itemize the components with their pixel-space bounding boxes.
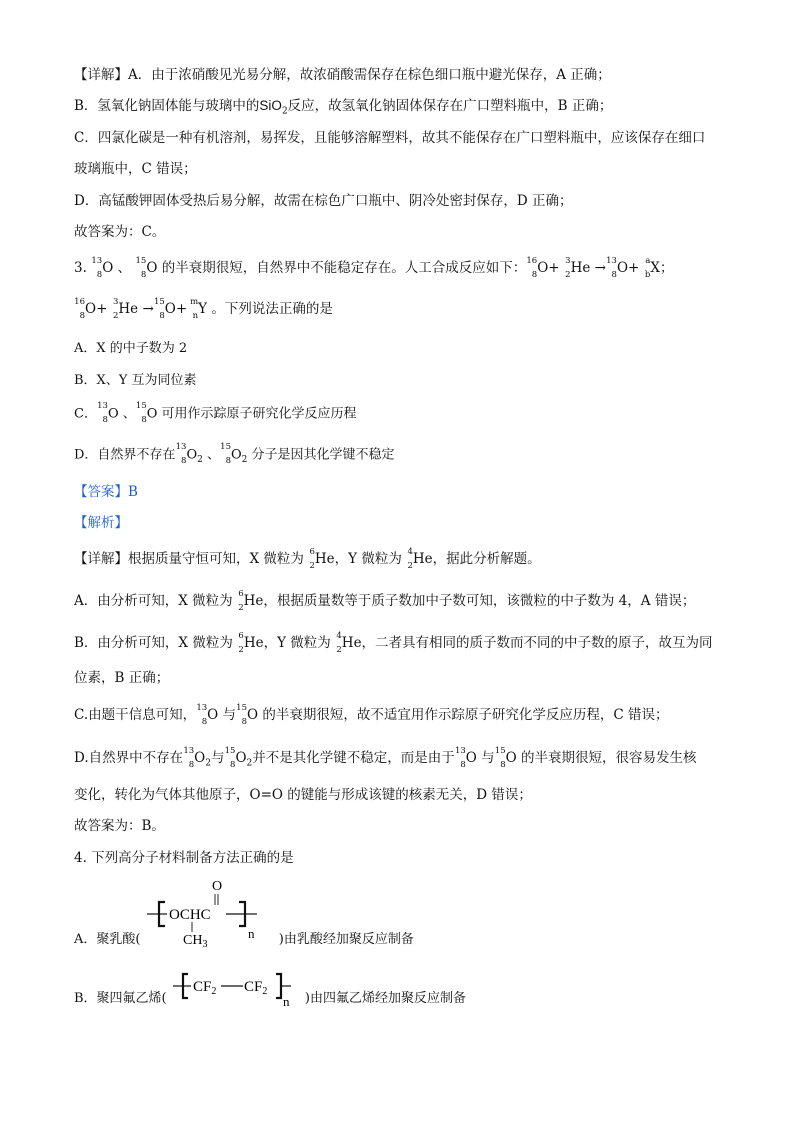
- text: B．氢氧化钠固体能与玻璃中的: [74, 98, 260, 114]
- text: He，据此分析解题。: [412, 551, 541, 567]
- text: O+: [85, 301, 108, 317]
- text: Y 。下列说法正确的是: [198, 301, 333, 317]
- nuclide: 15 8: [135, 255, 147, 280]
- detail-b-line-1: [74, 630, 713, 655]
- text: O 与: [465, 750, 495, 766]
- nuclide: 3 2: [565, 255, 571, 280]
- text: )由四氟乙烯经加聚反应制备: [304, 990, 466, 1006]
- question-4: [74, 849, 294, 867]
- text: X；: [650, 260, 674, 276]
- nuclide: 13 8: [175, 442, 187, 466]
- text: O 可用作示踪原子研究化学反应历程: [146, 406, 357, 422]
- text: 、: [202, 447, 220, 463]
- pla-backbone-text: OCHC: [168, 907, 211, 923]
- subscript: 2: [281, 106, 288, 117]
- methyl-group: $CH_3$: [182, 933, 208, 948]
- text: He，Y 微粒为: [243, 635, 331, 651]
- nuclide: 6 2: [238, 588, 244, 613]
- text: 【解析】: [74, 515, 128, 531]
- detail-intro: [74, 546, 541, 571]
- question-number: 3.: [74, 260, 87, 276]
- subscript: 2: [197, 455, 203, 466]
- detail-line-4: [74, 160, 197, 178]
- option-a: [74, 340, 187, 358]
- text: A．由分析可知，X 微粒为: [74, 593, 233, 609]
- detail-d-line-1: [74, 745, 697, 773]
- repeat-n: n: [247, 926, 255, 941]
- text: C．: [74, 406, 97, 422]
- analysis-label: [74, 514, 128, 532]
- nuclide: 13 8: [183, 745, 195, 770]
- subscript: 2: [205, 758, 211, 769]
- text: O: [194, 750, 206, 766]
- nuclide: 16 8: [526, 255, 538, 280]
- text: C．四氯化碳是一种有机溶剂，易挥发，且能够溶解塑料，故其不能保存在广口塑料瓶中，应该保存在细口: [74, 130, 706, 146]
- nuclide: a b: [644, 255, 651, 280]
- text: 并不是其化学键不稳定，而是由于: [252, 750, 455, 766]
- nuclide: 6 2: [309, 546, 315, 571]
- option-c: [74, 401, 357, 425]
- nuclide: 15 8: [494, 745, 506, 770]
- text: B．X、Y 互为同位素: [74, 373, 197, 388]
- text: 反应，故氢氧化钠固体保存在广口塑料瓶中，B 正确；: [287, 98, 613, 114]
- detail-a: [74, 588, 696, 613]
- nuclide: 13 8: [97, 401, 108, 425]
- text: O+: [537, 260, 560, 276]
- detail-line-2: [74, 97, 612, 121]
- question-3-line-2: [74, 296, 333, 321]
- text: O: [230, 447, 242, 463]
- text: 故答案为：B。: [74, 818, 165, 834]
- answer-label: [74, 483, 138, 501]
- cf2-group-2: $CF_2$: [243, 979, 268, 997]
- text: O 的半衰期很短，自然界中不能稳定存在。人工合成反应如下：: [146, 260, 527, 276]
- nuclide: 13 8: [91, 255, 103, 280]
- text: O 、: [107, 406, 136, 422]
- option-b: [74, 372, 197, 390]
- text: 玻璃瓶中，C 错误；: [74, 161, 197, 177]
- pla-structure-svg: [145, 878, 275, 948]
- text: O 的半衰期很短，故不适宜用作示踪原子研究化学反应历程，C 错误；: [247, 707, 669, 723]
- right-bracket: [276, 974, 281, 998]
- text: He，二者具有相同的质子数而不同的中子数的原子，故互为同: [341, 635, 713, 651]
- text: )由乳酸经加聚反应制备: [278, 931, 414, 947]
- text: 故答案为：C。: [74, 224, 166, 240]
- nuclide: 13 8: [606, 255, 617, 280]
- option-d: [74, 442, 395, 469]
- nuclide: 16 8: [74, 296, 85, 321]
- detail-b-line-2: [74, 669, 169, 687]
- text: 【详解】A．由于浓硝酸见光易分解，故浓硝酸需保存在棕色细口瓶中避光保存，A 正确；: [74, 67, 611, 83]
- text: 4. 下列高分子材料制备方法正确的是: [74, 850, 294, 866]
- text: D．自然界不存在: [74, 447, 176, 463]
- nuclide: 13 8: [454, 745, 466, 770]
- text: 分子是因其化学键不稳定: [247, 447, 395, 463]
- text: O: [186, 447, 198, 463]
- text: O+: [616, 260, 640, 276]
- nuclide: 6 2: [238, 630, 244, 655]
- answer-line-3: [74, 817, 165, 835]
- nuclide: 15 8: [135, 401, 147, 425]
- text: 【答案】B: [74, 484, 138, 500]
- nuclide: 15 8: [220, 442, 231, 466]
- nuclide: 4 2: [336, 630, 342, 655]
- text: He →: [118, 301, 154, 317]
- detail-line-1: [74, 66, 611, 84]
- text: B．由分析可知，X 微粒为: [74, 635, 233, 651]
- detail-line-5: [74, 192, 572, 210]
- ptfe-structure: [171, 968, 301, 1008]
- text: O 与: [207, 707, 236, 723]
- detail-c: [74, 702, 669, 727]
- text: 变化，转化为气体其他原子，O=O 的键能与形成该键的核素无关，D 错误；: [74, 787, 532, 803]
- question-4-option-b: [74, 968, 466, 1008]
- nuclide: m n: [190, 296, 199, 321]
- chem-sio: SiO: [259, 98, 282, 113]
- question-3-line-1: [74, 255, 674, 280]
- repeat-n: n: [282, 994, 290, 1008]
- nuclide: 15 8: [236, 702, 247, 727]
- text: He，根据质量数等于质子数加中子数可知，该微粒的中子数为 4，A 错误；: [243, 593, 696, 609]
- detail-d-line-2: [74, 786, 532, 804]
- text: B．聚四氟乙烯(: [74, 990, 167, 1006]
- subscript: 2: [241, 455, 248, 466]
- text: O: [235, 750, 247, 766]
- nuclide: 15 8: [153, 296, 165, 321]
- nuclide: 4 2: [407, 546, 413, 571]
- nuclide: 15 8: [224, 745, 236, 770]
- cf2-group-1: $CF_2$: [192, 979, 217, 997]
- question-4-option-a: [74, 878, 414, 948]
- answer-line-2: [74, 223, 165, 241]
- detail-line-3: [74, 129, 705, 147]
- pla-structure: [145, 878, 275, 948]
- subscript: 2: [246, 758, 253, 769]
- text: D.自然界中不存在: [74, 750, 184, 766]
- text: O+: [164, 301, 188, 317]
- text: D．高锰酸钾固体受热后易分解，故需在棕色广口瓶中、阴冷处密封保存，D 正确；: [74, 193, 573, 209]
- text: 与: [210, 750, 225, 766]
- text: O 、: [102, 260, 132, 276]
- carbonyl-oxygen: O: [211, 879, 222, 894]
- nuclide: 3 2: [112, 296, 119, 321]
- text: 位素，B 正确；: [74, 670, 170, 686]
- text: He →: [570, 260, 606, 276]
- text: O 的半衰期很短，很容易发生核: [505, 750, 697, 766]
- text: C.由题干信息可知，: [74, 707, 197, 723]
- nuclide: 13 8: [196, 702, 208, 727]
- text: 【详解】根据质量守恒可知，X 微粒为: [74, 551, 304, 567]
- ptfe-structure-svg: [171, 968, 301, 1008]
- text: A．X 的中子数为 2: [74, 341, 188, 356]
- text: He，Y 微粒为: [314, 551, 402, 567]
- text: A．聚乳酸(: [74, 931, 141, 947]
